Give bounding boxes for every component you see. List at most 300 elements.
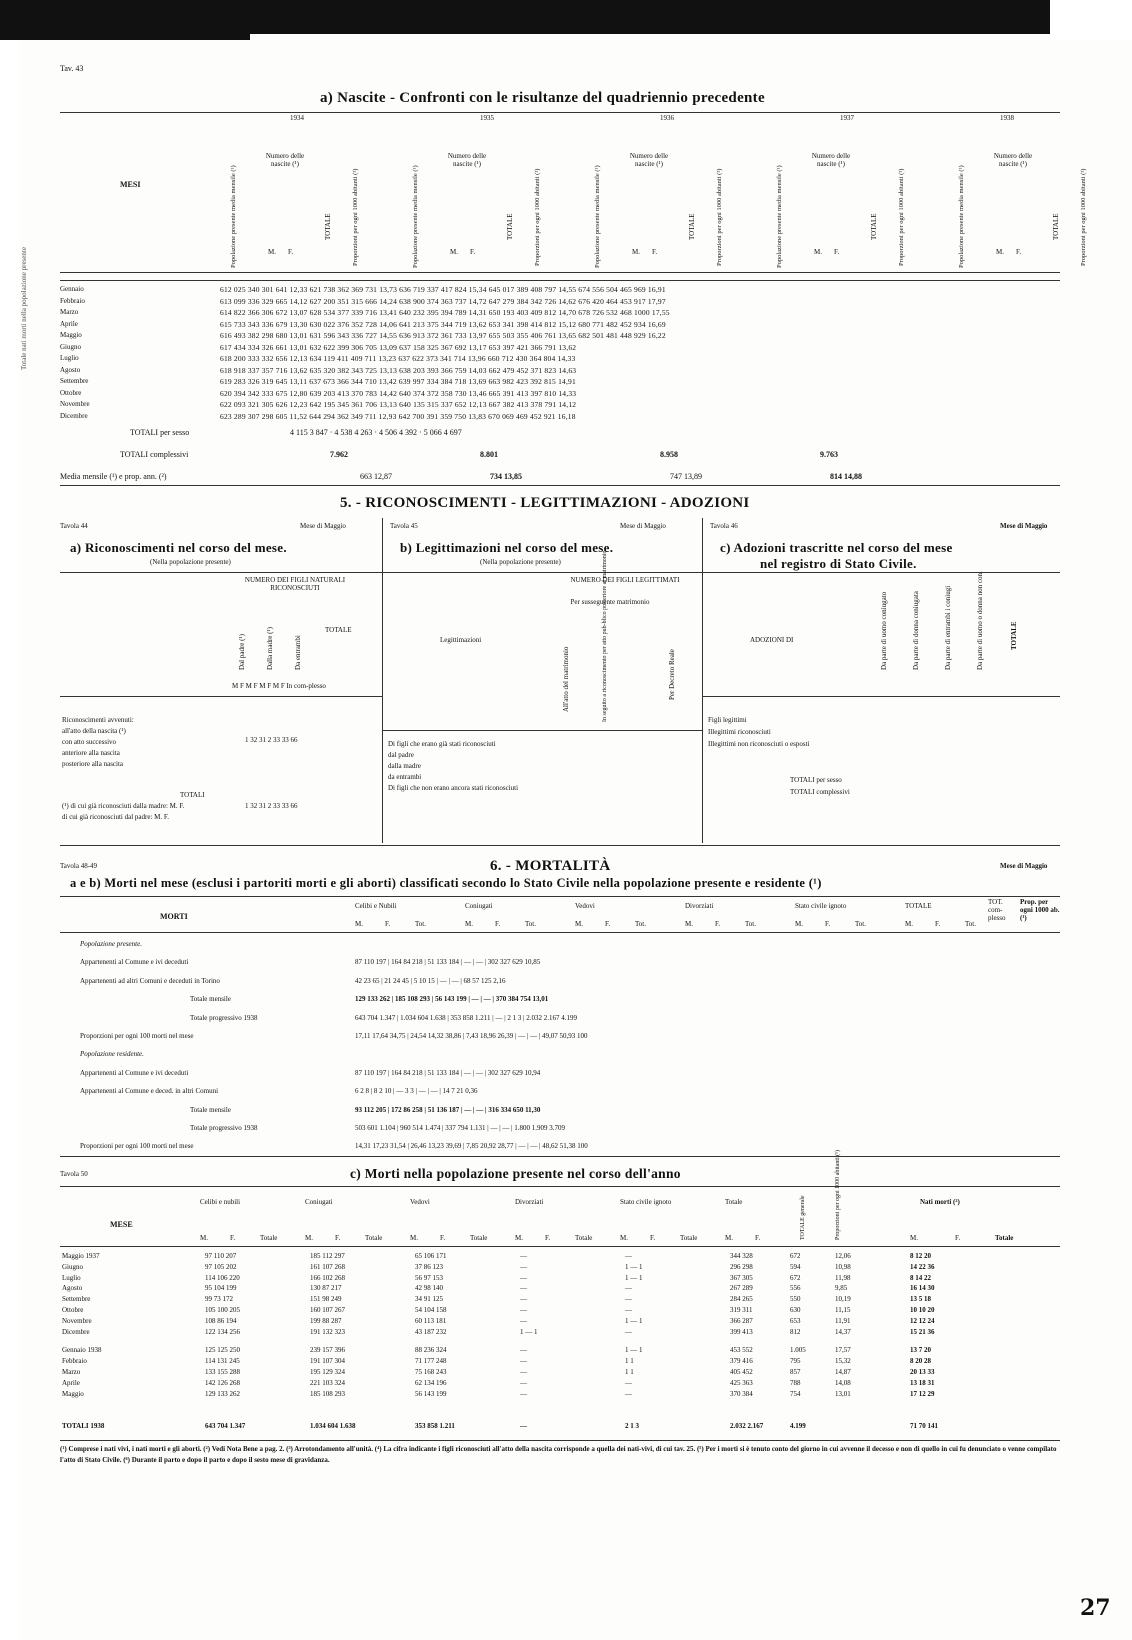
- c-sub-0-2: Totale: [260, 1234, 278, 1242]
- mort-row-values-1: 87 110 197 | 164 84 218 | 51 133 184 | — | — | 302 327 629 10,85: [355, 958, 541, 967]
- col-m-4: M.: [996, 248, 1004, 256]
- c-row-5-col-0: Ottobre: [62, 1306, 84, 1314]
- c-row-1-col-3: 37 86 123: [415, 1262, 443, 1271]
- col-prop-2: Proporzioni per ogni 1000 abitanti (²): [716, 168, 723, 266]
- tav-46-label: Tavola 46: [710, 522, 738, 530]
- totali-sesso-values: 4 115 3 847 · 4 538 4 263 · 4 506 4 392 · 5 066 4 697: [290, 428, 462, 437]
- tav-44-row-5: TOTALI: [180, 791, 205, 799]
- c-row-3-col-3: 42 98 140: [415, 1284, 443, 1293]
- tav-44-row-0: Riconoscimenti avvenuti:: [62, 716, 134, 724]
- c-row-9-col-7: 795: [790, 1357, 801, 1366]
- c-sub-2-0: M.: [410, 1234, 418, 1242]
- c-sub-nm-m: M.: [910, 1234, 918, 1242]
- c-row-4-col-7: 550: [790, 1295, 801, 1304]
- c-row-4-col-1: 99 73 172: [205, 1295, 233, 1304]
- c-sub-3-2: Totale: [575, 1234, 593, 1242]
- col-numero-3: Numero delle nascite (¹): [811, 152, 851, 168]
- month-values-0: 612 025 340 301 641 12,33 621 738 362 369 731 13,73 636 719 337 417 824 15,34 645 017 389 408 797 14,55 674 556 504 465 969 16,91: [220, 285, 666, 294]
- tav-45-title: b) Legittimazioni nel corso del mese.: [400, 540, 614, 555]
- c-row-1-col-2: 161 107 268: [310, 1262, 345, 1271]
- tav-46-title-2: nel registro di Stato Civile.: [760, 556, 917, 571]
- tav-46-row-1: Illegittimi riconosciuti: [708, 728, 771, 736]
- tav-46-row-0: Figli legittimi: [708, 716, 747, 724]
- col-tot-1: TOTALE: [506, 213, 514, 240]
- mort-row-values-10: 503 601 1.104 | 960 514 1.474 | 337 794 1.131 | — | — | 1.800 1.909 3.709: [355, 1124, 566, 1132]
- col-tot-4: TOTALE: [1052, 213, 1060, 240]
- tav-45-subtitle: (Nella popolazione presente): [480, 558, 561, 566]
- month-values-5: 617 434 334 326 661 13,01 632 622 399 306 705 13,09 637 158 325 367 692 13,17 653 397 421 366 791 13,62: [220, 342, 577, 352]
- tav-44-row-3: anteriore alla nascita: [62, 749, 120, 757]
- month-label-1: Febbraio: [60, 296, 85, 305]
- section-a-title: a) Nascite - Confronti con le risultanze del quadriennio precedente: [320, 90, 765, 106]
- col-f-2: F.: [652, 248, 658, 256]
- mort-row-label-4: Totale progressivo 1938: [190, 1013, 258, 1022]
- month-values-7: 618 918 337 357 716 13,62 635 320 382 343 725 13,13 638 203 393 366 759 14,03 662 479 452 371 823 14,63: [220, 365, 577, 375]
- col-numero-0: Numero delle nascite (¹): [265, 152, 305, 168]
- c-row-10-col-0: Marzo: [62, 1368, 81, 1376]
- stato-sub-5-0: M.: [905, 920, 913, 928]
- c-row-9-col-3: 71 177 248: [415, 1357, 447, 1366]
- month-label-3: Aprile: [60, 319, 78, 328]
- month-label-11: Dicembre: [60, 411, 88, 420]
- c-row-7-col-8: 14,37: [835, 1327, 851, 1336]
- tav-45-row-1: dal padre: [388, 751, 414, 759]
- tav-46-left: ADOZIONI DI: [750, 636, 794, 644]
- scan-black-border-left: [0, 0, 250, 40]
- tav-45-row-4: Di figli che non erano ancora stati riconosciuti: [388, 784, 519, 792]
- tav-46-month: Mese di Maggio: [1000, 522, 1048, 530]
- c-row-9-col-9: 8 20 28: [910, 1357, 931, 1366]
- month-values-10: 622 093 321 305 626 12,23 642 195 345 361 706 13,13 640 135 315 337 652 12,13 667 382 413 378 791 14,12: [220, 400, 577, 409]
- media-1935: 734 13,85: [490, 472, 522, 481]
- year-1937: 1937: [840, 114, 854, 122]
- c-row-7-col-6: 399 413: [730, 1327, 753, 1336]
- c-row-8-col-3: 88 236 324: [415, 1346, 447, 1355]
- col-pop-4: Popolazione presente media mensile (¹): [958, 165, 965, 268]
- col-prop-0: Proporzioni per ogni 1000 abitanti (²): [352, 168, 359, 266]
- c-row-10-col-9: 20 13 33: [910, 1368, 935, 1376]
- c-sub-tot-f: F.: [755, 1234, 761, 1242]
- tav-44-subtitle: (Nella popolazione presente): [150, 558, 231, 566]
- tav-44-row-6: (¹) di cui già riconosciuti dalla madre: M. F.: [62, 802, 185, 810]
- c-row-6-col-2: 199 88 287: [310, 1316, 342, 1325]
- stato-sub-0-0: M.: [355, 920, 363, 928]
- mort-row-label-11: Proporzioni per ogni 100 morti nel mese: [80, 1142, 194, 1151]
- c-row-7-col-4: 1 — 1: [520, 1327, 538, 1336]
- stato-sub-1-0: M.: [465, 920, 473, 928]
- c-row-11-col-2: 221 103 324: [310, 1378, 345, 1387]
- c-row-0-col-6: 344 328: [730, 1252, 753, 1260]
- col-pop-0: Popolazione presente media mensile (¹): [230, 165, 237, 268]
- c-col-5: Totale: [725, 1198, 743, 1206]
- month-label-2: Marzo: [60, 308, 79, 316]
- stato-sub-3-1: F.: [715, 920, 721, 928]
- mort-row-label-7: Appartenenti al Comune e ivi deceduti: [80, 1068, 189, 1077]
- month-label-7: Agosto: [60, 365, 81, 374]
- margin-label: Totale nati morti nella popolazione presente: [20, 247, 28, 370]
- year-1936: 1936: [660, 114, 674, 122]
- c-row-total-col-9: 71 70 141: [910, 1422, 938, 1430]
- prop-ab-head: Prop. per ogni 1000 ab. (¹): [1020, 898, 1060, 922]
- c-row-1-col-4: —: [520, 1262, 527, 1271]
- c-row-total-col-4: —: [520, 1422, 527, 1430]
- c-row-8-col-8: 17,57: [835, 1346, 851, 1355]
- mort-row-values-3: 129 133 262 | 185 108 293 | 56 143 199 | — | — | 370 384 754 13,01: [355, 995, 549, 1004]
- c-row-1-col-9: 14 22 36: [910, 1262, 935, 1271]
- c-row-3-col-8: 9,85: [835, 1284, 848, 1293]
- col-m-3: M.: [814, 248, 822, 256]
- c-row-9-col-5: 1 1: [625, 1357, 634, 1366]
- c-row-4-col-9: 13 5 18: [910, 1295, 931, 1304]
- stato-sub-4-2: Tot.: [855, 920, 866, 928]
- c-sub-0-0: M.: [200, 1234, 208, 1242]
- c-row-2-col-9: 8 14 22: [910, 1273, 931, 1282]
- tav-44-month: Mese di Maggio: [300, 522, 346, 530]
- c-row-2-col-8: 11,98: [835, 1273, 851, 1282]
- stato-sub-5-1: F.: [935, 920, 941, 928]
- c-sub-nm-tot: Totale: [995, 1234, 1014, 1242]
- tav-46-col-entrambi: Da parte di entrambi i coniugi: [944, 585, 952, 670]
- c-row-12-col-7: 754: [790, 1389, 801, 1398]
- c-col-1: Coniugati: [305, 1198, 333, 1206]
- c-row-8-col-5: 1 — 1: [625, 1346, 643, 1355]
- c-row-4-col-3: 34 91 125: [415, 1295, 443, 1304]
- month-label-8: Settembre: [60, 377, 89, 385]
- c-row-0-col-1: 97 110 207: [205, 1252, 237, 1260]
- tav-46-row-4: TOTALI complessivi: [790, 788, 850, 796]
- c-row-8-col-4: —: [520, 1346, 527, 1355]
- c-row-9-col-2: 191 107 304: [310, 1357, 345, 1366]
- mort-row-label-3: Totale mensile: [190, 995, 231, 1004]
- tav-46-col-noncon: Da parte di uomo o donna non con.: [976, 571, 984, 670]
- tav-46-row-3: TOTALI per sesso: [790, 776, 842, 784]
- tav-44-value-totals: 1 32 31 2 33 33 66: [245, 802, 298, 810]
- c-row-7-col-0: Dicembre: [62, 1327, 90, 1336]
- mort-row-values-5: 17,11 17,64 34,75 | 24,54 14,32 38,86 | 7,43 18,96 26,39 | — | — | 49,07 50,93 100: [355, 1032, 588, 1040]
- stato-col-0: Celibi e Nubili: [355, 902, 397, 910]
- col-prop-4: Proporzioni per ogni 1000 abitanti (²): [1080, 168, 1087, 266]
- stato-sub-4-0: M.: [795, 920, 803, 928]
- c-row-6-col-5: 1 — 1: [625, 1316, 643, 1325]
- col-m-1: M.: [450, 248, 458, 256]
- mort-row-label-5: Proporzioni per ogni 100 morti nel mese: [80, 1032, 194, 1040]
- mort-row-values-8: 6 2 8 | 8 2 10 | — 3 3 | — | — | 14 7 21 0,36: [355, 1087, 478, 1096]
- tav-45-row-0: Di figli che erano già stati riconosciuti: [388, 740, 496, 748]
- mort-row-label-10: Totale progressivo 1938: [190, 1124, 258, 1132]
- mort-row-values-7: 87 110 197 | 164 84 218 | 51 133 184 | — | — | 302 327 629 10,94: [355, 1068, 541, 1077]
- c-row-5-col-8: 11,15: [835, 1306, 851, 1314]
- month-label-6: Luglio: [60, 354, 79, 362]
- c-sub-3-0: M.: [515, 1234, 523, 1242]
- c-row-0-col-4: —: [520, 1252, 527, 1260]
- c-col-3: Divorziati: [515, 1198, 544, 1206]
- tav-45-head: NUMERO DEI FIGLI LEGITTIMATI: [570, 576, 680, 584]
- month-label-9: Ottobre: [60, 388, 82, 397]
- month-label-4: Maggio: [60, 331, 82, 339]
- c-col-4: Stato civile ignoto: [620, 1198, 672, 1206]
- c-row-3-col-2: 130 87 217: [310, 1284, 342, 1293]
- month-values-9: 620 394 342 333 675 12,80 639 203 413 370 783 14,42 640 374 372 358 730 13,46 665 391 413 397 810 14,33: [220, 388, 577, 398]
- footnotes: (¹) Comprese i nati vivi, i nati morti e gli aborti. (²) Vedi Nota Bene a pag. 2. (³) Arrotondamento all'unità. (⁴) La cifra indicante i figli riconosciuti all'atto della nascita corrisponde a quella dei nati-vivi, di cui tav. 25. (⁵) Per i morti si è tenuto conto del giorno in cui avvenne il decesso e non di quello in cui fu denunciato o venne compilato l'atto di Stato Civile. (⁶) Durante il parto e dopo il parto e dopo il sesto mese di gravidanza.: [60, 1445, 1057, 1464]
- stato-sub-2-0: M.: [575, 920, 583, 928]
- mort-row-values-2: 42 23 65 | 21 24 45 | 5 10 15 | — | — | 68 57 125 2,16: [355, 976, 506, 985]
- c-row-0-col-5: —: [625, 1252, 632, 1260]
- tav-50-label: Tavola 50: [60, 1170, 88, 1178]
- c-sub-3-1: F.: [545, 1234, 551, 1242]
- stato-sub-1-1: F.: [495, 920, 501, 928]
- month-values-3: 615 733 343 336 679 13,30 630 022 376 352 728 14,06 641 213 375 344 719 13,62 653 341 398 414 812 15,12 680 771 482 452 934 16,69: [220, 319, 666, 329]
- mort-row-values-9: 93 112 205 | 172 86 258 | 51 136 187 | — | — | 316 334 650 11,30: [355, 1105, 541, 1114]
- month-values-6: 618 200 333 332 656 12,13 634 119 411 409 711 13,23 637 622 373 341 714 13,96 660 712 430 364 804 14,33: [220, 354, 576, 363]
- mesi-label: MESI: [120, 180, 141, 189]
- c-row-11-col-1: 142 126 268: [205, 1378, 240, 1387]
- c-row-5-col-3: 54 104 158: [415, 1306, 447, 1314]
- c-row-total-col-1: 643 704 1.347: [205, 1422, 246, 1430]
- c-row-11-col-7: 788: [790, 1378, 801, 1387]
- c-row-12-col-3: 56 143 199: [415, 1389, 447, 1398]
- c-row-8-col-0: Gennaio 1938: [62, 1346, 102, 1355]
- col-numero-2: Numero delle nascite (¹): [629, 152, 669, 168]
- col-numero-4: Numero delle nascite (¹): [993, 152, 1033, 168]
- tav-45-col-atto: All'atto del matrimonio: [562, 646, 570, 712]
- c-row-4-col-8: 10,19: [835, 1295, 851, 1304]
- c-row-2-col-2: 166 102 268: [310, 1273, 345, 1282]
- stato-col-3: Divorziati: [685, 902, 714, 910]
- c-row-10-col-6: 405 452: [730, 1368, 753, 1376]
- section-5-title: 5. - RICONOSCIMENTI - LEGITTIMAZIONI - ADOZIONI: [340, 495, 750, 511]
- c-sub-4-2: Totale: [680, 1234, 698, 1242]
- c-row-5-col-7: 630: [790, 1306, 801, 1314]
- c-row-0-col-0: Maggio 1937: [62, 1252, 100, 1260]
- c-row-0-col-8: 12,06: [835, 1252, 851, 1260]
- tav-45-col-decreto: Per Decreto Reale: [668, 649, 676, 700]
- c-row-4-col-4: —: [520, 1295, 527, 1304]
- tav-44-row-2: con atto successivo: [62, 738, 117, 746]
- mort-row-label-0: Popolazione presente.: [80, 940, 142, 948]
- c-col-6: TOTALE generale: [800, 1195, 806, 1240]
- tav-44-col-totale: TOTALE: [325, 626, 352, 634]
- c-row-total-col-2: 1.034 604 1.638: [310, 1422, 356, 1430]
- c-row-2-col-3: 56 97 153: [415, 1273, 443, 1282]
- c-row-2-col-5: 1 — 1: [625, 1273, 643, 1282]
- c-row-1-col-5: 1 — 1: [625, 1262, 643, 1271]
- col-m-0: M.: [268, 248, 276, 256]
- col-pop-3: Popolazione presente media mensile (¹): [776, 165, 783, 268]
- mort-row-label-2: Appartenenti ad altri Comuni e deceduti in Torino: [80, 976, 220, 985]
- c-row-6-col-6: 366 287: [730, 1316, 753, 1325]
- mortality-c-title: c) Morti nella popolazione presente nel corso dell'anno: [350, 1166, 681, 1181]
- col-m-2: M.: [632, 248, 640, 256]
- c-row-9-col-6: 379 416: [730, 1357, 753, 1366]
- c-row-12-col-1: 129 133 262: [205, 1389, 240, 1398]
- c-row-10-col-8: 14,87: [835, 1368, 851, 1376]
- c-row-6-col-0: Novembre: [62, 1316, 92, 1325]
- year-1938: 1938: [1000, 114, 1014, 122]
- tav-45-sub2: Per susseguente matrimonio: [570, 598, 650, 606]
- c-row-4-col-2: 151 98 249: [310, 1295, 342, 1304]
- tav-46-col-uomo: Da parte di uomo coniugato: [880, 591, 888, 670]
- col-f-4: F.: [1016, 248, 1022, 256]
- month-values-1: 613 099 336 329 665 14,12 627 200 351 315 666 14,24 638 900 374 363 737 14,72 647 279 384 342 726 14,62 676 420 464 453 917 17,97: [220, 296, 666, 306]
- c-row-2-col-1: 114 106 220: [205, 1273, 240, 1282]
- c-row-1-col-6: 296 298: [730, 1262, 753, 1271]
- tav-46-col-donna: Da parte di donna coniugata: [912, 591, 920, 670]
- c-row-1-col-7: 594: [790, 1262, 801, 1271]
- stato-col-2: Vedovi: [575, 902, 595, 910]
- c-col-0: Celibi e nubili: [200, 1198, 241, 1206]
- c-sub-1-1: F.: [335, 1234, 341, 1242]
- c-row-0-col-3: 65 106 171: [415, 1252, 447, 1260]
- tav-44-col-madre: Dalla madre (¹): [266, 627, 274, 670]
- c-sub-nm-f: F.: [955, 1234, 961, 1242]
- tav-45-row-3: da entrambi: [388, 773, 422, 781]
- c-row-9-col-0: Febbraio: [62, 1357, 87, 1366]
- c-row-10-col-5: 1 1: [625, 1368, 634, 1376]
- c-row-3-col-5: —: [625, 1284, 632, 1293]
- c-row-10-col-4: —: [520, 1368, 527, 1376]
- c-row-11-col-0: Aprile: [62, 1378, 80, 1387]
- c-row-0-col-2: 185 112 297: [310, 1252, 345, 1260]
- page-sheet: [20, 40, 1132, 1640]
- stato-sub-3-0: M.: [685, 920, 693, 928]
- col-prop-3: Proporzioni per ogni 1000 abitanti (²): [898, 168, 905, 266]
- month-label-10: Novembre: [60, 400, 90, 408]
- c-row-6-col-3: 60 113 181: [415, 1316, 447, 1325]
- mort-row-label-6: Popolazione residente.: [80, 1050, 144, 1059]
- c-row-3-col-9: 16 14 30: [910, 1284, 935, 1293]
- morti-label: MORTI: [160, 912, 188, 921]
- mort-row-values-4: 643 704 1.347 | 1.034 604 1.638 | 353 858 1.211 | — | 2 1 3 | 2.032 2.167 4.199: [355, 1013, 577, 1022]
- c-row-7-col-9: 15 21 36: [910, 1327, 935, 1336]
- c-row-5-col-9: 10 10 20: [910, 1306, 935, 1314]
- table-number-43: Tav. 43: [60, 64, 84, 73]
- page-number: 27: [1080, 1595, 1111, 1621]
- tav-44-row-7: di cui già riconosciuti dal padre: M. F.: [62, 813, 169, 821]
- tav-45-left: Legittimazioni: [440, 636, 482, 644]
- c-row-5-col-1: 105 100 205: [205, 1306, 240, 1314]
- c-sub-4-0: M.: [620, 1234, 628, 1242]
- c-row-2-col-0: Luglio: [62, 1273, 81, 1282]
- totali-compl-1934: 7.962: [330, 450, 348, 459]
- tav-44-label: Tavola 44: [60, 522, 88, 530]
- c-row-10-col-3: 75 168 243: [415, 1368, 447, 1376]
- c-row-4-col-0: Settembre: [62, 1295, 91, 1304]
- c-row-8-col-6: 453 552: [730, 1346, 753, 1355]
- mort-row-label-1: Appartenenti al Comune e ivi deceduti: [80, 958, 189, 967]
- tav-44-title: a) Riconoscimenti nel corso del mese.: [70, 540, 287, 555]
- media-1937: 814 14,88: [830, 472, 862, 481]
- c-row-11-col-9: 13 18 31: [910, 1378, 935, 1387]
- totali-compl-1936: 8.958: [660, 450, 678, 459]
- stato-col-1: Coniugati: [465, 902, 493, 910]
- c-row-10-col-7: 857: [790, 1368, 801, 1376]
- col-numero-1: Numero delle nascite (¹): [447, 152, 487, 168]
- c-row-total-col-7: 4.199: [790, 1422, 806, 1430]
- c-row-3-col-1: 95 104 199: [205, 1284, 237, 1293]
- c-row-6-col-9: 12 12 24: [910, 1316, 935, 1325]
- c-row-4-col-6: 284 265: [730, 1295, 753, 1304]
- c-row-10-col-2: 195 129 324: [310, 1368, 345, 1376]
- c-sub-tot-m: M.: [725, 1234, 733, 1242]
- c-row-0-col-7: 672: [790, 1252, 801, 1260]
- stato-sub-3-2: Tot.: [745, 920, 756, 928]
- month-label-0: Gennaio: [60, 285, 84, 293]
- c-row-11-col-6: 425 363: [730, 1378, 753, 1387]
- c-row-10-col-1: 133 155 288: [205, 1368, 240, 1376]
- stato-sub-1-2: Tot.: [525, 920, 536, 928]
- mortality-ab-title: a e b) Morti nel mese (esclusi i partoriti morti e gli aborti) classificati secondo lo Stato Civile nella popolazione presente e residente (¹): [70, 876, 822, 890]
- stato-sub-5-2: Tot.: [965, 920, 976, 928]
- stato-sub-0-1: F.: [385, 920, 391, 928]
- c-row-12-col-4: —: [520, 1389, 527, 1398]
- c-row-5-col-6: 319 311: [730, 1306, 753, 1314]
- tot-compl-head: TOT. com-plesso: [988, 898, 1006, 922]
- c-row-6-col-8: 11,91: [835, 1316, 851, 1325]
- mort-row-label-9: Totale mensile: [190, 1105, 231, 1114]
- c-row-9-col-1: 114 131 245: [205, 1357, 240, 1366]
- c-row-7-col-3: 43 187 232: [415, 1327, 447, 1336]
- c-row-total-col-5: 2 1 3: [625, 1422, 639, 1430]
- c-row-total-col-3: 353 858 1.211: [415, 1422, 455, 1430]
- col-f-3: F.: [834, 248, 840, 256]
- month-values-4: 616 493 382 298 680 13,01 631 596 343 336 727 14,55 636 913 372 361 733 13,97 655 503 355 406 761 13,65 682 501 481 448 929 16,22: [220, 331, 666, 340]
- c-row-6-col-7: 653: [790, 1316, 801, 1325]
- c-row-11-col-8: 14,08: [835, 1378, 851, 1387]
- media-1936: 747 13,89: [670, 472, 702, 481]
- totali-sesso-label: TOTALI per sesso: [130, 428, 190, 437]
- tav-45-label: Tavola 45: [390, 522, 418, 530]
- c-row-12-col-2: 185 108 293: [310, 1389, 345, 1398]
- tav-44-col-padre: Dal padre (¹): [238, 634, 246, 670]
- c-col-7: Proporzioni per ogni 1000 abitanti (¹): [835, 1150, 841, 1240]
- c-row-total-col-6: 2.032 2.167: [730, 1422, 764, 1430]
- tav-46-col-totale: TOTALE: [1010, 621, 1018, 650]
- mese-label: MESE: [110, 1220, 133, 1229]
- mort-row-label-8: Appartenenti al Comune e deced. in altri Comuni: [80, 1087, 219, 1096]
- tav-48-49-label: Tavola 48-49: [60, 862, 98, 870]
- c-sub-2-1: F.: [440, 1234, 446, 1242]
- c-row-7-col-7: 812: [790, 1327, 801, 1336]
- c-sub-1-0: M.: [305, 1234, 313, 1242]
- month-values-8: 619 283 326 319 645 13,11 637 673 366 344 710 13,42 639 997 334 384 718 13,69 663 982 423 392 815 14,91: [220, 377, 576, 386]
- c-row-5-col-4: —: [520, 1306, 527, 1314]
- month-values-2: 614 822 366 306 672 13,07 628 534 377 339 716 13,41 640 232 395 394 789 14,31 650 193 403 409 812 14,70 678 726 532 468 1000 17,55: [220, 308, 670, 317]
- tav-45-col-seguito: In seguito a riconoscimento per atto pub-blico posteriore al matrimonio: [602, 550, 608, 722]
- col-tot-3: TOTALE: [870, 213, 878, 240]
- c-row-12-col-8: 13,01: [835, 1389, 851, 1398]
- stato-sub-2-2: Tot.: [635, 920, 646, 928]
- section-6-title: 6. - MORTALITÀ: [490, 858, 611, 874]
- c-row-3-col-4: —: [520, 1284, 527, 1293]
- c-sub-1-2: Totale: [365, 1234, 383, 1242]
- c-row-3-col-7: 556: [790, 1284, 801, 1293]
- tav-44-row-4: posteriore alla nascita: [62, 760, 124, 768]
- c-row-7-col-1: 122 134 256: [205, 1327, 240, 1336]
- tav-45-row-2: dalla madre: [388, 762, 421, 770]
- col-pop-2: Popolazione presente media mensile (¹): [594, 165, 601, 268]
- stato-col-5: TOTALE: [905, 902, 932, 910]
- year-1935: 1935: [480, 114, 494, 122]
- c-col-2: Vedovi: [410, 1198, 430, 1206]
- totali-compl-1937: 9.763: [820, 450, 838, 459]
- c-col-8: Nati morti (²): [920, 1198, 960, 1206]
- mort-row-values-11: 14,31 17,23 31,54 | 26,46 13,23 39,69 | 7,85 20,92 28,77 | — | — | 48,62 51,38 100: [355, 1142, 588, 1151]
- c-row-total-col-0: TOTALI 1938: [62, 1422, 105, 1430]
- stato-sub-0-2: Tot.: [415, 920, 426, 928]
- c-row-3-col-0: Agosto: [62, 1284, 83, 1293]
- col-tot-0: TOTALE: [324, 213, 332, 240]
- c-row-2-col-6: 367 305: [730, 1273, 753, 1282]
